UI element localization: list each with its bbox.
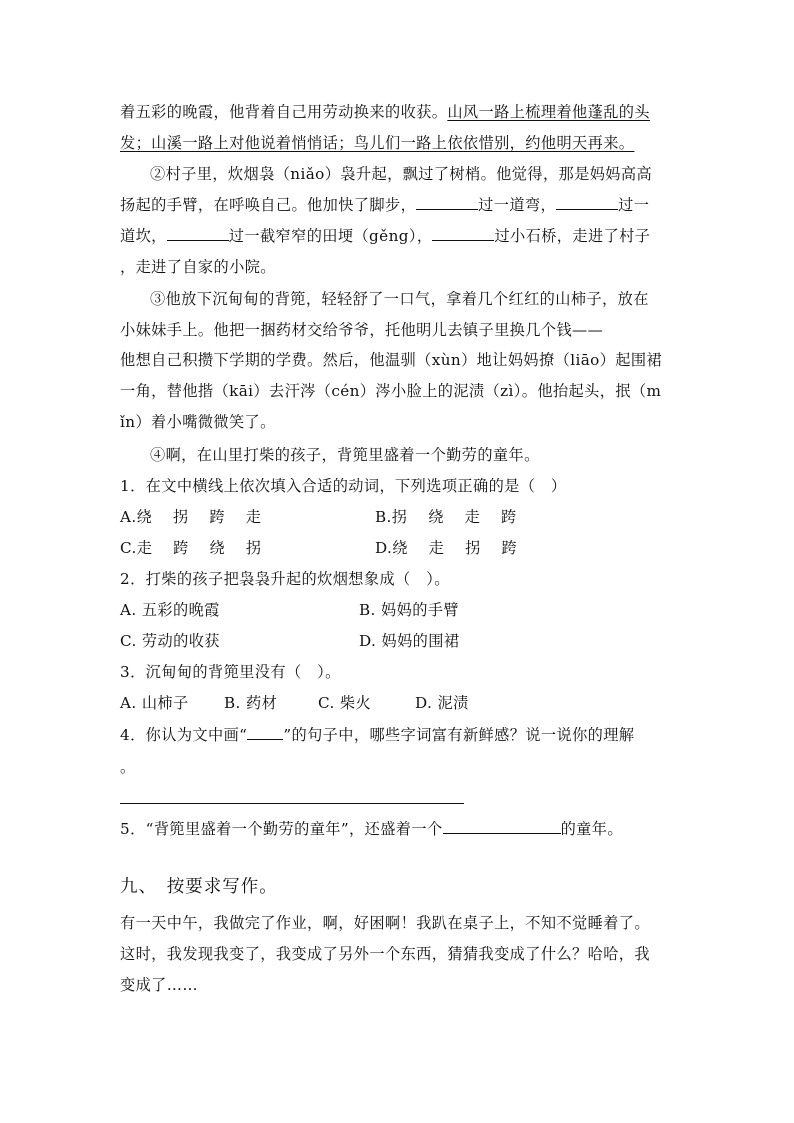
underline-marker xyxy=(247,725,283,740)
q1-option-a[interactable]: A.绕 拐 跨 走 xyxy=(120,508,262,526)
passage-line xyxy=(120,226,650,246)
text: 扬起的手臂，在呼唤自己。他加快了脚步， xyxy=(120,196,417,214)
passage-line: ，走进了自家的小院。 xyxy=(120,258,276,276)
q2-option-a[interactable]: A. 五彩的晚霞 xyxy=(120,601,220,619)
q3-option-b[interactable]: B. 药材 xyxy=(224,694,278,712)
text: 道坎， xyxy=(120,227,167,245)
passage-line: ②村子里，炊烟袅（niǎo）袅升起，飘过了树梢。他觉得，那是妈妈高高 xyxy=(150,165,653,183)
text: 5．“背篼里盛着一个勤劳的童年”，还盛着一个 xyxy=(120,820,443,838)
text: 着五彩的晚霞，他背着自己用劳动换来的收获。 xyxy=(120,103,448,121)
passage-line: ③他放下沉甸甸的背篼，轻轻舒了一口气，拿着几个红红的山柿子，放在 xyxy=(150,290,649,308)
text: 过小石桥，走进了村子 xyxy=(494,227,651,245)
q1-option-d[interactable]: D.绕 走 拐 跨 xyxy=(375,539,518,557)
q2-option-d[interactable]: D. 妈妈的围裙 xyxy=(359,632,460,650)
section-9-title: 九、 按要求写作。 xyxy=(120,877,278,897)
underlined-sentence: 山风一路上梳理着他蓬乱的头 xyxy=(447,103,650,121)
fill-blank[interactable] xyxy=(443,819,561,834)
fill-blank[interactable] xyxy=(167,226,229,241)
q2-option-c[interactable]: C. 劳动的收获 xyxy=(120,632,220,650)
text: 过一道弯， xyxy=(478,196,557,214)
passage-line: 小妹妹手上。他把一捆药材交给爷爷，托他明儿去镇子里换几个钱—— xyxy=(120,321,604,339)
text: ”的句子中，哪些字词富有新鲜感？说一说你的理解 xyxy=(283,726,635,744)
question-4-stem xyxy=(120,725,634,745)
text: 的童年。 xyxy=(560,820,623,838)
text: 过一截窄窄的田埂（gěng）， xyxy=(228,227,433,245)
text: 4．你认为文中画“ xyxy=(120,726,248,744)
passage-line: ④啊，在山里打柴的孩子，背篼里盛着一个勤劳的童年。 xyxy=(150,446,540,464)
question-5-stem xyxy=(120,819,623,839)
text: 过一 xyxy=(618,196,650,214)
passage-line xyxy=(120,195,649,215)
question-4-stem-end: 。 xyxy=(120,758,136,776)
q3-option-a[interactable]: A. 山柿子 xyxy=(120,694,189,712)
passage-line: 一角，替他揩（kāi）去汗涔（cén）涔小脸上的泥渍（zì）。他抬起头，抿（m xyxy=(120,382,662,400)
question-3-stem: 3．沉甸甸的背篼里没有（ ）。 xyxy=(120,663,341,681)
fill-blank[interactable] xyxy=(556,195,618,210)
prompt-line: 变成了…… xyxy=(120,976,198,994)
passage-line: ǐn）着小嘴微微笑了。 xyxy=(120,413,276,431)
q3-option-c[interactable]: C. 柴火 xyxy=(318,694,372,712)
fill-blank[interactable] xyxy=(416,195,478,210)
q3-option-d[interactable]: D. 泥渍 xyxy=(415,694,469,712)
q1-option-b[interactable]: B.拐 绕 走 跨 xyxy=(375,508,517,526)
passage-line xyxy=(120,102,650,122)
fill-blank[interactable] xyxy=(432,226,494,241)
passage-line: 他想自己积攒下学期的学费。然后，他温驯（xùn）地让妈妈撩（liāo）起围裙 xyxy=(120,351,663,369)
question-2-stem: 2．打柴的孩子把袅袅升起的炊烟想象成（ ）。 xyxy=(120,570,450,588)
q4-answer-line[interactable] xyxy=(120,803,464,804)
prompt-line: 有一天中午，我做完了作业，啊，好困啊！我趴在桌子上，不知不觉睡着了。 xyxy=(120,914,650,932)
prompt-line: 这时，我发现我变了，我变成了另外一个东西，猜猜我变成了什么？哈哈，我 xyxy=(120,945,650,963)
question-1-stem: 1．在文中横线上依次填入合适的动词，下列选项正确的是（ ） xyxy=(120,477,567,495)
q1-option-c[interactable]: C.走 跨 绕 拐 xyxy=(120,539,262,557)
passage-line-underlined: 发；山溪一路上对他说着悄悄话；鸟儿们一路上依依惜别，约他明天再来。 xyxy=(120,134,635,152)
q2-option-b[interactable]: B. 妈妈的手臂 xyxy=(359,601,459,619)
